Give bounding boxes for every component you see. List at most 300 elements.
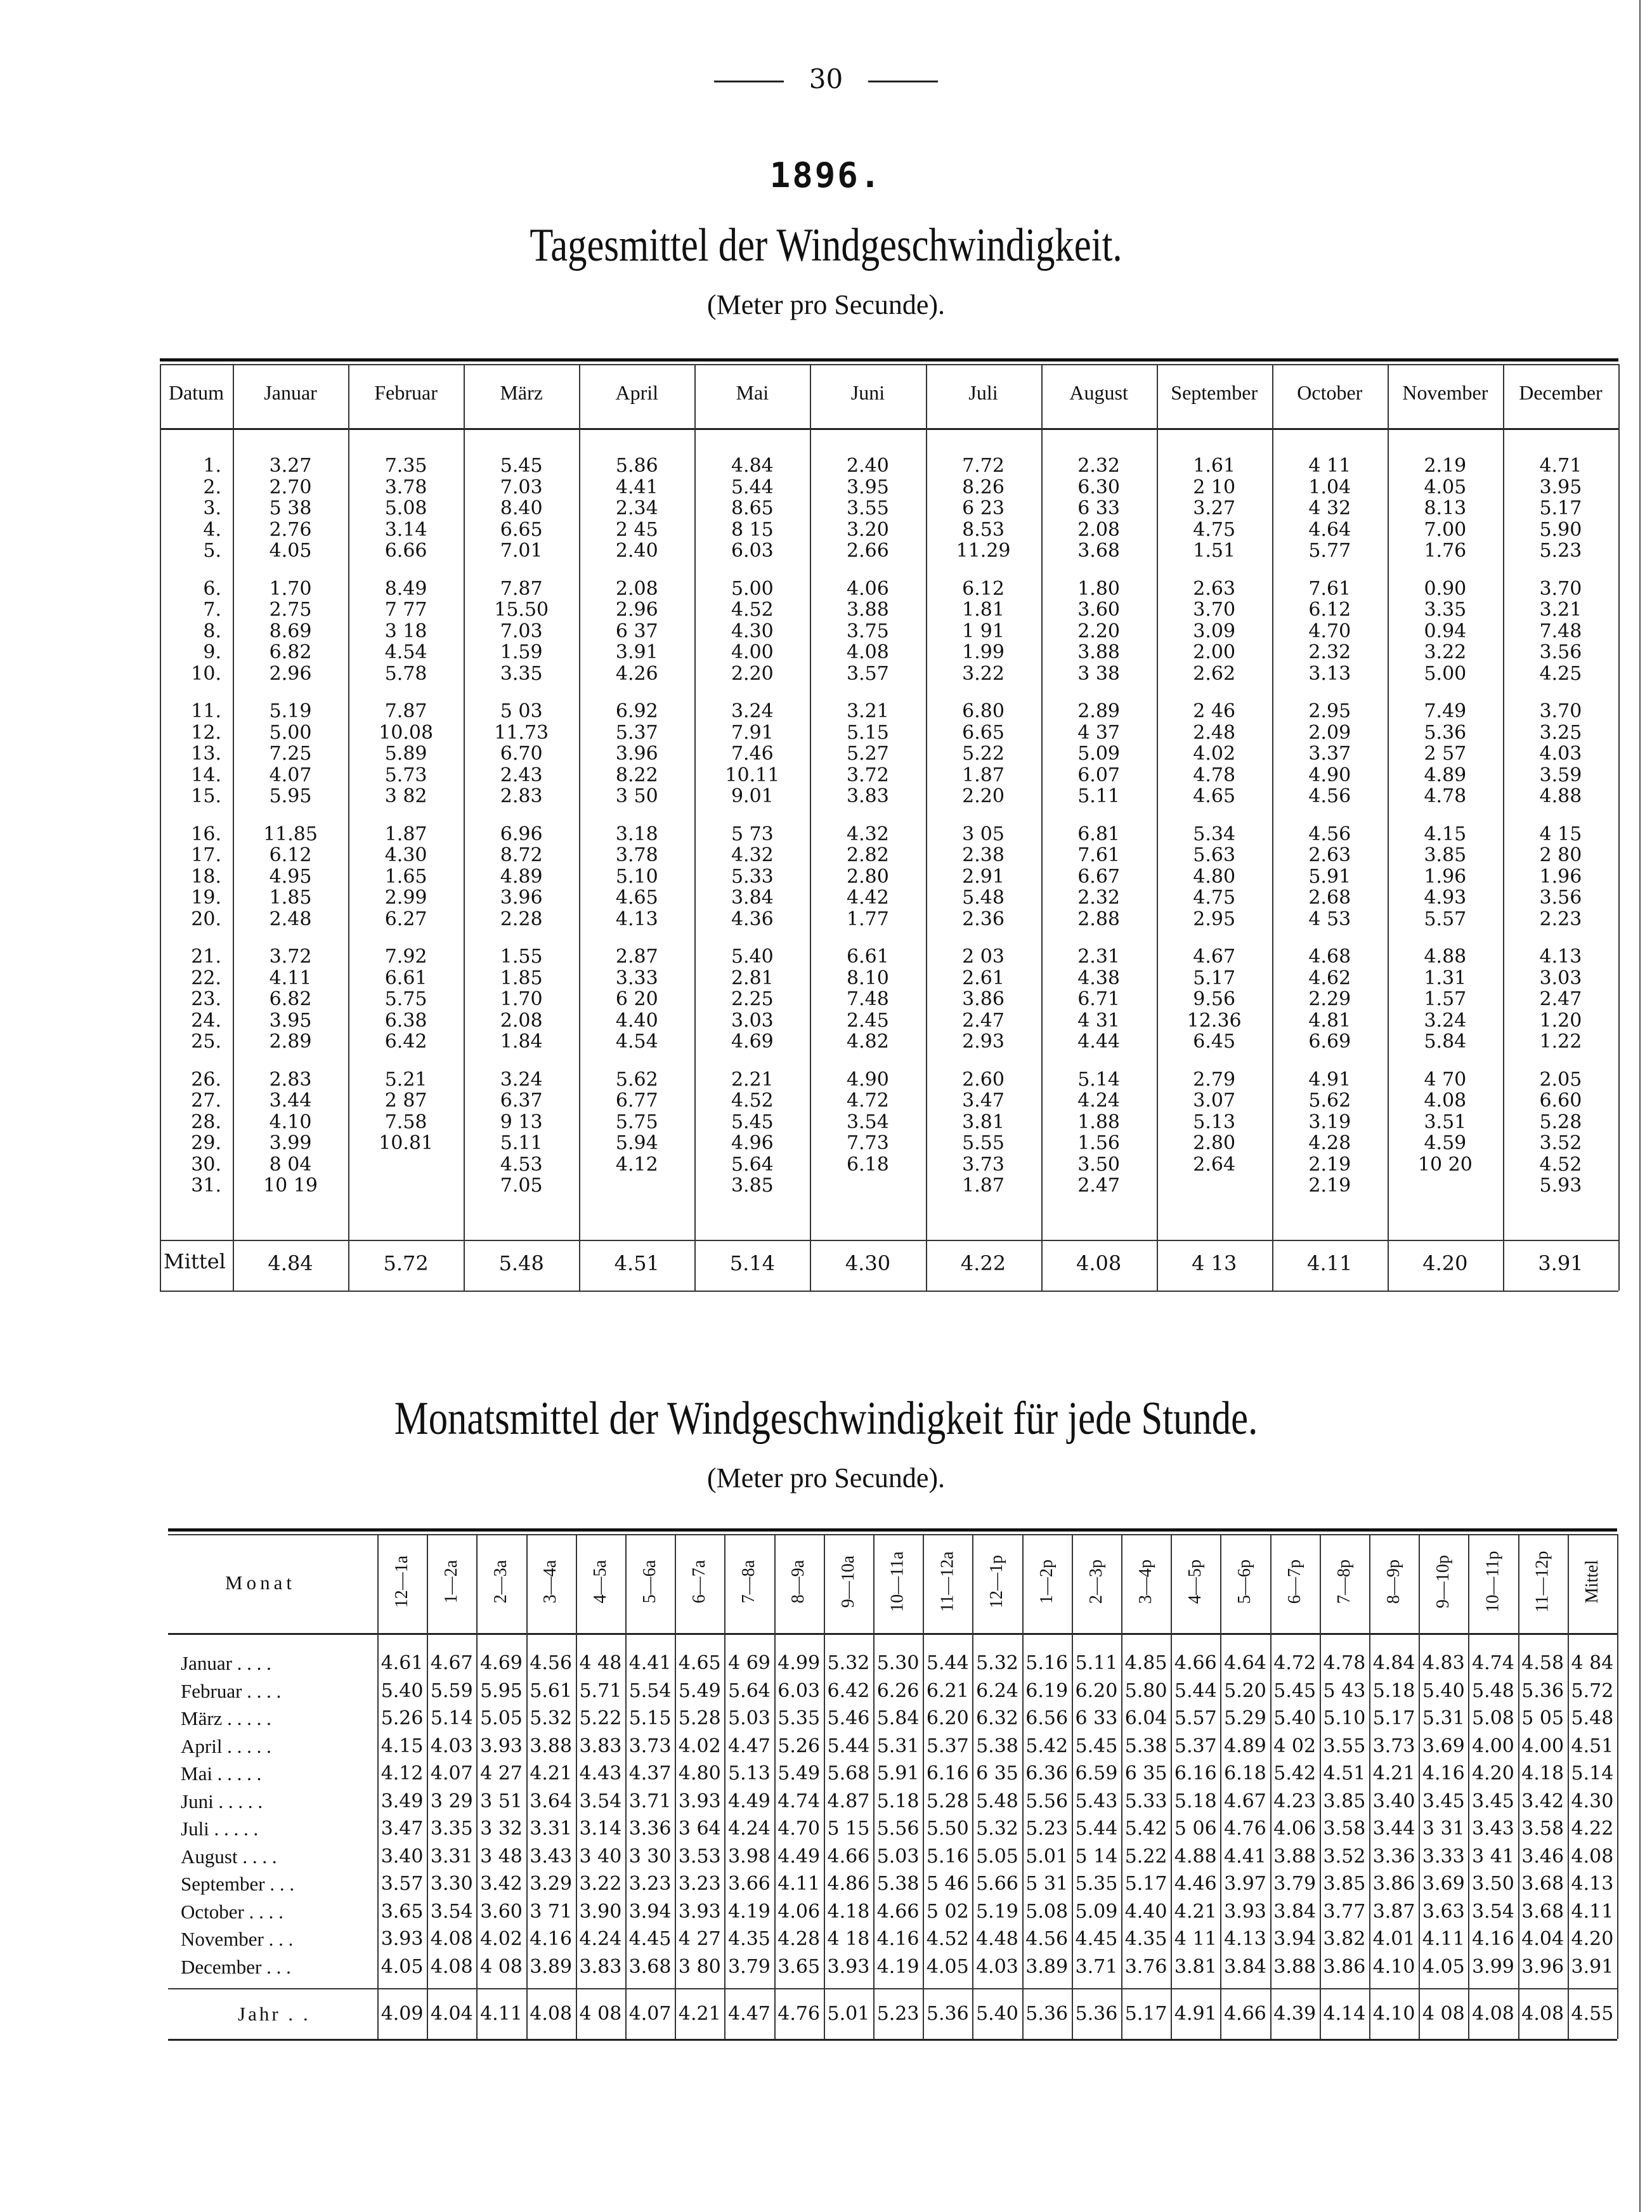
hourly-value: 4.15	[380, 1734, 424, 1757]
daily-value: 5.22	[962, 743, 1005, 765]
daily-value: 2.87	[615, 946, 658, 968]
monthly-mean: 5.72	[383, 1251, 429, 1275]
daily-value: 5.34	[1193, 823, 1236, 845]
hourly-value: 4.11	[1571, 1900, 1614, 1923]
hour-header	[1072, 1531, 1121, 1632]
daily-value: 8.53	[962, 518, 1005, 541]
hourly-value: 4.45	[628, 1928, 672, 1950]
monthly-mean: 5.48	[498, 1251, 544, 1275]
hourly-value: 6.24	[976, 1679, 1018, 1702]
hourly-value: 3.79	[728, 1955, 771, 1978]
daily-value: 6 33	[1077, 497, 1121, 519]
hourly-value: 6.42	[827, 1679, 870, 1702]
hourly-value: 3.60	[480, 1900, 523, 1923]
day-label: 28.	[191, 1110, 221, 1133]
daily-value: 3.95	[847, 476, 889, 498]
hourly-value: 4.99	[777, 1652, 821, 1674]
daily-value: 6.18	[847, 1153, 889, 1176]
daily-value: 3.51	[1424, 1110, 1467, 1133]
hourly-value: 3.47	[380, 1818, 424, 1840]
daily-value: 2.00	[1193, 641, 1236, 663]
daily-value: 2 57	[1424, 743, 1467, 765]
hourly-value: 5.08	[1025, 1900, 1069, 1923]
hourly-value: 5.32	[530, 1707, 573, 1729]
hourly-value: 4.20	[1472, 1762, 1514, 1785]
daily-value: 5.78	[384, 662, 427, 685]
daily-value: 1.84	[500, 1031, 543, 1053]
hour-label: 9—10a	[838, 1555, 858, 1608]
right-margin-rule	[1639, 0, 1641, 2212]
hourly-value: 5.35	[777, 1707, 821, 1729]
daily-value: 12.36	[1187, 1009, 1242, 1032]
daily-value: 2.20	[1077, 620, 1121, 642]
day-label: 7.	[203, 599, 221, 621]
hourly-value: 5.23	[1025, 1818, 1069, 1840]
hourly-value: 5.38	[876, 1873, 920, 1895]
hourly-value: 4.66	[876, 1900, 920, 1923]
hourly-value: 3.36	[628, 1818, 672, 1840]
monthly-mean: 4.11	[1307, 1251, 1353, 1275]
daily-value: 1.56	[1077, 1132, 1121, 1154]
hourly-value: 4.49	[777, 1845, 821, 1868]
daily-value: 11.85	[263, 823, 318, 845]
hourly-value: 4.65	[678, 1652, 721, 1674]
hourly-value: 4.88	[1174, 1845, 1217, 1868]
monthly-mean: 5.14	[729, 1251, 775, 1275]
daily-value: 7.25	[269, 743, 312, 765]
hourly-value: 5.37	[926, 1734, 969, 1757]
daily-value: 3.35	[500, 662, 543, 685]
daily-value: 5.94	[615, 1132, 658, 1154]
hourly-value: 3.82	[1323, 1928, 1366, 1950]
hourly-value: 5.18	[876, 1790, 920, 1812]
page-number-line	[0, 63, 1652, 94]
hour-header	[476, 1531, 526, 1632]
hourly-value: 4.87	[827, 1790, 870, 1812]
monthly-mean: 4.08	[1076, 1251, 1122, 1275]
daily-value: 3.57	[847, 662, 889, 685]
hourly-value: 5.32	[976, 1818, 1018, 1840]
header-bottom-rule	[160, 428, 1618, 430]
hourly-value: 4.28	[777, 1928, 821, 1950]
hourly-value: 4.56	[530, 1652, 573, 1674]
hourly-value: 6.21	[926, 1679, 969, 1702]
daily-value: 4.64	[1308, 518, 1351, 541]
hourly-value: 4.61	[380, 1652, 424, 1674]
daily-value: 4.68	[1308, 946, 1351, 968]
daily-value: 4.93	[1424, 887, 1467, 909]
hourly-value: 4.24	[579, 1928, 622, 1950]
daily-value: 1.87	[962, 1174, 1005, 1197]
daily-value: 3 82	[384, 785, 427, 807]
hourly-value: 5.42	[1273, 1762, 1317, 1785]
daily-value: 3.95	[1539, 476, 1582, 498]
daily-value: 4.05	[1424, 476, 1467, 498]
hourly-value: 4.19	[876, 1955, 920, 1978]
hourly-value: 4.08	[1571, 1845, 1614, 1868]
hourly-value: 4.41	[1224, 1845, 1266, 1868]
year-value: 5.36	[926, 2003, 969, 2025]
daily-value: 4 31	[1077, 1009, 1121, 1032]
daily-value: 5.55	[962, 1132, 1005, 1154]
header-bottom-rule	[168, 1633, 1617, 1635]
daily-value: 7.61	[1077, 844, 1121, 866]
hourly-value: 4.01	[1372, 1928, 1415, 1950]
daily-value: 5.11	[1077, 785, 1121, 807]
hourly-value: 4 69	[728, 1652, 771, 1674]
year-value: 4.91	[1174, 2003, 1217, 2025]
hourly-value: 4.11	[777, 1873, 821, 1895]
daily-value: 2.83	[500, 785, 543, 807]
hourly-value: 5.71	[579, 1679, 622, 1702]
hourly-value: 5.48	[1571, 1707, 1614, 1729]
daily-value: 3.35	[1424, 599, 1467, 621]
daily-value: 5.86	[615, 455, 658, 477]
daily-value: 1.22	[1539, 1031, 1582, 1053]
dash-right	[868, 81, 938, 82]
daily-value: 3.21	[1539, 599, 1582, 621]
hourly-value: 4.47	[728, 1734, 771, 1757]
hourly-value: 4.00	[1521, 1734, 1564, 1757]
year-value: 4.21	[678, 2003, 721, 2025]
mean-row-rule	[160, 1240, 1618, 1241]
hourly-value: 5.48	[976, 1790, 1018, 1812]
daily-value: 5.90	[1539, 518, 1582, 541]
daily-value: 2.66	[847, 540, 889, 562]
hourly-value: 4.51	[1571, 1734, 1614, 1757]
header-month: April	[615, 381, 659, 404]
hourly-value: 3.45	[1472, 1790, 1514, 1812]
daily-value: 3.20	[847, 518, 889, 541]
hourly-value: 3.88	[530, 1734, 573, 1757]
hourly-value: 3.65	[380, 1900, 424, 1923]
hour-label: 6—7p	[1284, 1559, 1304, 1604]
daily-value: 6 23	[962, 497, 1005, 519]
hourly-value: 5.13	[728, 1762, 771, 1785]
hourly-value: 5 31	[1025, 1873, 1069, 1895]
daily-value: 6.77	[615, 1090, 658, 1112]
hourly-value: 3.36	[1372, 1845, 1415, 1868]
daily-value: 10.81	[379, 1132, 434, 1154]
daily-value: 2.96	[269, 662, 312, 685]
daily-value: 1.04	[1308, 476, 1351, 498]
hour-header	[1171, 1531, 1220, 1632]
daily-value: 6.03	[731, 540, 774, 562]
daily-value: 3 38	[1077, 662, 1121, 685]
daily-value: 2 03	[962, 946, 1005, 968]
hourly-value: 4.48	[976, 1928, 1018, 1950]
hourly-value: 3.44	[1372, 1818, 1415, 1840]
mean-label: Mittel	[164, 1249, 226, 1273]
hourly-subtitle: (Meter pro Secunde).	[706, 1462, 946, 1493]
hour-header	[1022, 1531, 1072, 1632]
daily-value: 4.95	[269, 865, 312, 888]
hourly-value: 5.32	[976, 1652, 1018, 1674]
daily-value: 2.23	[1539, 908, 1582, 930]
hourly-value: 3.42	[1521, 1790, 1564, 1812]
hourly-value: 5.31	[1422, 1707, 1465, 1729]
daily-value: 4.91	[1308, 1068, 1351, 1091]
hourly-value: 4.22	[1571, 1818, 1614, 1840]
day-label: 20.	[191, 908, 221, 930]
hour-header	[377, 1531, 427, 1632]
hourly-value: 3.87	[1372, 1900, 1415, 1923]
daily-value: 3.19	[1308, 1110, 1351, 1133]
hourly-value: 6.32	[976, 1707, 1018, 1729]
daily-value: 2.08	[1077, 518, 1121, 541]
daily-value: 2.29	[1308, 988, 1351, 1010]
daily-value: 2 87	[384, 1090, 427, 1112]
daily-value: 3.95	[269, 1009, 312, 1032]
daily-value: 4.11	[269, 966, 312, 989]
daily-value: 6.45	[1193, 1031, 1236, 1053]
daily-value: 6.67	[1077, 865, 1121, 888]
hourly-value: 5.68	[827, 1762, 870, 1785]
hourly-value: 6.56	[1025, 1707, 1069, 1729]
hourly-value: 4.46	[1174, 1873, 1217, 1895]
daily-value: 8.26	[962, 476, 1005, 498]
daily-value: 5 73	[731, 823, 774, 845]
daily-value: 2 45	[615, 518, 658, 541]
day-label: 3.	[203, 497, 221, 519]
hourly-value: 5.05	[976, 1845, 1018, 1868]
daily-value: 4.90	[1308, 764, 1351, 786]
hourly-value: 6.19	[1025, 1679, 1069, 1702]
daily-value: 7.35	[384, 455, 427, 477]
hourly-value: 5 46	[926, 1873, 969, 1895]
daily-value: 2.32	[1077, 455, 1121, 477]
daily-value: 3.09	[1193, 620, 1236, 642]
hourly-value: 3.49	[380, 1790, 424, 1812]
hourly-value: 4.58	[1521, 1652, 1564, 1674]
hourly-value: 3.83	[579, 1734, 622, 1757]
year-value: 5.36	[1075, 2003, 1118, 2025]
hourly-value: 5.20	[1224, 1679, 1266, 1702]
hour-header	[675, 1531, 724, 1632]
daily-value: 4.30	[731, 620, 774, 642]
hourly-value: 3 48	[480, 1845, 523, 1868]
daily-value: 3.14	[384, 518, 427, 541]
daily-value: 4.56	[1308, 785, 1351, 807]
hourly-value: 3.96	[1521, 1955, 1564, 1978]
daily-value: 5.19	[269, 700, 312, 722]
hourly-value: 4 27	[480, 1762, 523, 1785]
hour-label: 6—7a	[689, 1559, 710, 1604]
hour-header	[526, 1531, 576, 1632]
hour-label: 12—1p	[987, 1555, 1007, 1608]
hour-label: 3—4p	[1136, 1559, 1156, 1604]
daily-value: 4.75	[1193, 887, 1236, 909]
daily-value: 6.37	[500, 1090, 543, 1112]
daily-value: 3.25	[1539, 721, 1582, 744]
daily-value: 4.00	[731, 641, 774, 663]
daily-value: 2.99	[384, 887, 427, 909]
hourly-value: 3.52	[1323, 1845, 1366, 1868]
hourly-value: 4.35	[1124, 1928, 1167, 1950]
hourly-value: 4.18	[1521, 1762, 1564, 1785]
daily-value: 1.70	[269, 577, 312, 600]
daily-value: 1 91	[962, 620, 1005, 642]
hourly-value: 4 18	[827, 1928, 870, 1950]
daily-value: 2.83	[269, 1068, 312, 1091]
day-label: 26.	[191, 1068, 221, 1091]
daily-value: 3.21	[847, 700, 889, 722]
hourly-value: 4.13	[1224, 1928, 1266, 1950]
daily-value: 1.57	[1424, 988, 1467, 1010]
hourly-value: 5.95	[480, 1679, 523, 1702]
daily-value: 6.60	[1539, 1090, 1582, 1112]
hourly-value: 4.51	[1323, 1762, 1366, 1785]
hourly-value: 5.91	[876, 1762, 920, 1785]
hourly-value: 5 06	[1174, 1818, 1217, 1840]
hour-header	[576, 1531, 625, 1632]
daily-value: 2.34	[615, 497, 658, 519]
daily-value: 3.24	[731, 700, 774, 722]
hourly-value: 5.29	[1224, 1707, 1266, 1729]
hour-label: 2—3a	[491, 1559, 511, 1604]
hourly-value: 4.83	[1422, 1652, 1465, 1674]
hourly-value: 3.73	[1372, 1734, 1415, 1757]
daily-value: 10.11	[725, 764, 780, 786]
daily-value: 1.96	[1424, 865, 1467, 888]
hourly-value: 5.09	[1075, 1900, 1118, 1923]
daily-value: 4.69	[731, 1031, 774, 1053]
daily-value: 2.08	[615, 577, 658, 600]
daily-value: 3.50	[1077, 1153, 1121, 1176]
day-label: 6.	[203, 577, 221, 600]
daily-value: 3.83	[847, 785, 889, 807]
hourly-value: 6.04	[1124, 1707, 1167, 1729]
day-label: 14.	[191, 764, 221, 786]
daily-value: 7.72	[962, 455, 1005, 477]
hourly-value: 3.86	[1372, 1873, 1415, 1895]
hourly-value: 3.84	[1224, 1955, 1266, 1978]
daily-value: 2.91	[962, 865, 1005, 888]
daily-value: 1.87	[384, 823, 427, 845]
hourly-value: 3.81	[1174, 1955, 1217, 1978]
hourly-value: 5.44	[926, 1652, 969, 1674]
hourly-value: 5.40	[1422, 1679, 1465, 1702]
hourly-value: 4.21	[1372, 1762, 1415, 1785]
daily-value: 6.80	[962, 700, 1005, 722]
daily-value: 2.68	[1308, 887, 1351, 909]
hourly-value: 4.52	[926, 1928, 969, 1950]
daily-value: 7.92	[384, 946, 427, 968]
daily-value: 8.40	[500, 497, 543, 519]
hourly-value: 3 31	[1422, 1818, 1465, 1840]
hourly-value: 3.85	[1323, 1873, 1366, 1895]
year-value: 4.66	[1224, 2003, 1266, 2025]
hourly-value: 5.15	[628, 1707, 672, 1729]
hourly-value: 4.49	[728, 1790, 771, 1812]
hourly-value: 4 48	[579, 1652, 622, 1674]
year-value: 4.08	[1472, 2003, 1514, 2025]
header-month: März	[500, 381, 543, 404]
daily-value: 2.40	[847, 455, 889, 477]
hourly-value: 5.31	[876, 1734, 920, 1757]
year-value: 4.39	[1273, 2003, 1317, 2025]
hourly-value: 4.02	[480, 1928, 523, 1950]
hourly-value: 5.05	[480, 1707, 523, 1729]
hourly-value: 3.31	[430, 1845, 473, 1868]
hourly-value: 3 41	[1472, 1845, 1514, 1868]
hourly-value: 5.22	[579, 1707, 622, 1729]
day-label: 1.	[203, 455, 221, 477]
hourly-value: 5.56	[1025, 1790, 1069, 1812]
day-label: 2.	[203, 476, 221, 498]
hourly-value: 4.56	[1025, 1928, 1069, 1950]
hourly-value: 5.80	[1124, 1679, 1167, 1702]
daily-subtitle: (Meter pro Secunde).	[706, 289, 946, 320]
day-label: 13.	[191, 743, 221, 765]
hourly-value: 4.30	[1571, 1790, 1614, 1812]
hourly-value: 4 08	[480, 1955, 523, 1978]
daily-value: 5.17	[1539, 497, 1582, 519]
daily-value: 5.00	[1424, 662, 1467, 685]
hour-header	[1121, 1531, 1171, 1632]
hourly-value: 5.32	[827, 1652, 870, 1674]
daily-value: 6.69	[1308, 1031, 1351, 1053]
hourly-value: 4.16	[876, 1928, 920, 1950]
hourly-value: 3.30	[430, 1873, 473, 1895]
daily-value: 4.56	[1308, 823, 1351, 845]
daily-value: 4.13	[1539, 946, 1582, 968]
daily-value: 4.38	[1077, 966, 1121, 989]
daily-value: 4.54	[615, 1031, 658, 1053]
daily-value: 6.61	[847, 946, 889, 968]
hourly-value: 4.37	[628, 1762, 672, 1785]
hourly-value: 5.30	[876, 1652, 920, 1674]
daily-value: 4.59	[1424, 1132, 1467, 1154]
month-row-label: December . . .	[181, 1955, 291, 1978]
year-value: 4.76	[777, 2003, 821, 2025]
hourly-value: 3.31	[530, 1818, 573, 1840]
year-value: 4.55	[1571, 2003, 1614, 2025]
hourly-value: 4.45	[1075, 1928, 1118, 1950]
daily-title: Tagesmittel der Windgeschwindigkeit.	[530, 219, 1122, 271]
daily-value: 1.51	[1193, 540, 1236, 562]
hourly-value: 5 14	[1075, 1845, 1118, 1868]
monthly-mean: 4.22	[960, 1251, 1006, 1275]
daily-value: 8.10	[847, 966, 889, 989]
daily-value: 5.91	[1308, 865, 1351, 888]
hourly-value: 3.54	[1472, 1900, 1514, 1923]
daily-value: 2.89	[269, 1031, 312, 1053]
daily-value: 2.21	[731, 1068, 774, 1091]
hourly-value: 4.16	[1472, 1928, 1514, 1950]
hourly-value: 5.33	[1124, 1790, 1167, 1812]
daily-value: 4.10	[269, 1110, 312, 1133]
daily-value: 2.95	[1308, 700, 1351, 722]
daily-value: 5.40	[731, 946, 774, 968]
hourly-value: 4.66	[1174, 1652, 1217, 1674]
year-value: 5.36	[1025, 2003, 1069, 2025]
daily-value: 4.80	[1193, 865, 1236, 888]
daily-value: 6 20	[615, 988, 658, 1010]
year-value: 4.14	[1323, 2003, 1366, 2025]
hour-label: 4—5p	[1185, 1559, 1206, 1604]
header-month: August	[1069, 381, 1128, 404]
daily-value: 4.78	[1193, 764, 1236, 786]
daily-value: 4.32	[731, 844, 774, 866]
monthly-mean: 4.30	[845, 1251, 891, 1275]
daily-value: 4.53	[500, 1153, 543, 1176]
day-label: 25.	[191, 1031, 221, 1053]
hourly-value: 4.40	[1124, 1900, 1167, 1923]
monthly-mean: 3.91	[1538, 1251, 1584, 1275]
hourly-value: 5.18	[1372, 1679, 1415, 1702]
hourly-value: 4.64	[1224, 1652, 1266, 1674]
